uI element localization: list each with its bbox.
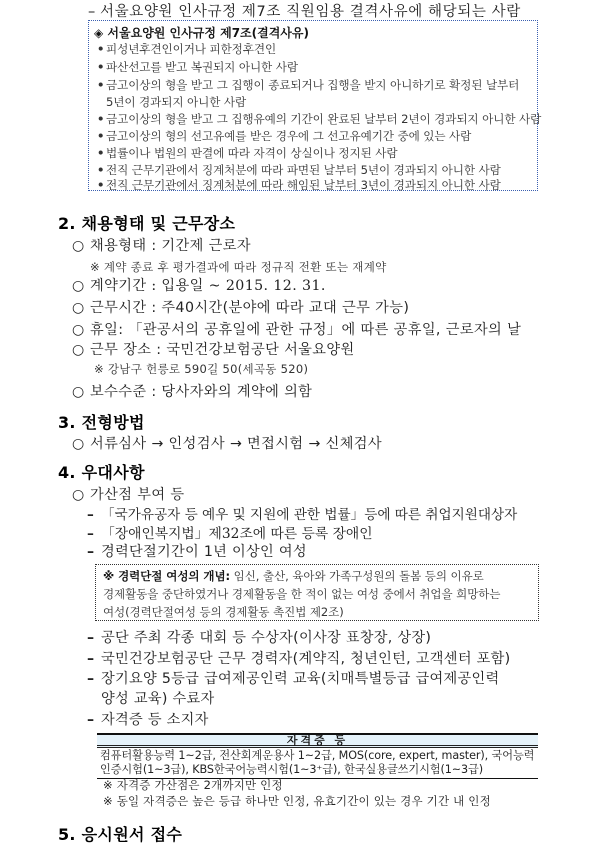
bonus-points-item <box>72 484 184 504</box>
item-text: 가산점 부여 등 <box>90 487 185 503</box>
career-break-text: 임신, 출산, 육아와 가족구성원의 돌봄 등의 이유로 <box>230 569 484 583</box>
item-text: 휴일: 「관공서의 공휴일에 관한 규정」에 따른 공휴일, 근로자의 날 <box>90 322 522 338</box>
regulation-item <box>97 59 298 75</box>
circle-bullet-icon: ○ <box>72 487 85 503</box>
contract-note: ※ 계약 종료 후 평가결과에 따라 정규직 전환 또는 재계약 <box>90 260 387 274</box>
item-text: 서류심사 → 인성검사 → 면접시험 → 신체검사 <box>90 436 383 452</box>
regulation-item-text: 피성년후견인이거나 피한정후견인 <box>106 42 277 56</box>
item-text: 채용형태 : 기간제 근로자 <box>90 238 251 254</box>
regulation-item <box>97 77 519 93</box>
circle-bullet-icon: ○ <box>72 238 85 254</box>
regulation-item-text: 금고이상의 형의 선고유예를 받은 경우에 그 선고유예기간 중에 있는 사람 <box>106 129 472 143</box>
preference-sub-item <box>87 503 517 523</box>
dash-bullet: – <box>87 630 95 646</box>
item-text: 공단 주최 각종 대회 등 수상자(이사장 표창장, 상장) <box>101 630 432 646</box>
dash-bullet: – <box>87 712 95 728</box>
section-heading-application: 5. 응시원서 접수 <box>58 825 183 844</box>
certificate-note: ※ 자격증 가산점은 2개까지만 인정 <box>103 778 283 792</box>
regulation-item <box>97 177 501 193</box>
contract-period-item <box>72 275 326 295</box>
item-text: 보수수준 : 당사자와의 계약에 의함 <box>90 384 313 400</box>
bullet-icon: • <box>97 129 105 143</box>
regulation-title-text: 서울요양원 인사규정 제7조(결격사유) <box>107 26 309 40</box>
preference-sub-item <box>87 668 500 688</box>
item-text: 근무 장소 : 국민건강보험공단 서울요양원 <box>90 342 355 358</box>
dash-bullet: – <box>87 671 95 687</box>
circle-bullet-icon: ○ <box>72 384 85 400</box>
diamond-icon: ◈ <box>94 26 104 40</box>
circle-bullet-icon: ○ <box>72 436 85 452</box>
bullet-icon: • <box>97 112 105 126</box>
circle-bullet-icon: ○ <box>72 300 85 316</box>
dash-bullet: – <box>87 651 95 667</box>
bullet-icon: • <box>97 146 105 160</box>
bullet-icon: • <box>97 78 105 92</box>
regulation-item-text: 금고이상의 형을 받고 그 집행유예의 기간이 완료된 날부터 2년이 경과되지 아니한 사람 <box>106 112 542 126</box>
regulation-item <box>97 162 501 178</box>
certificate-table-row: 컴퓨터활용능력 1~2급, 전산회계운용사 1~2급, MOS(core, expert, master), 국어능력 <box>100 749 535 762</box>
preference-sub-item <box>87 627 431 647</box>
regulation-item-text: 파산선고를 받고 복권되지 아니한 사람 <box>106 60 298 74</box>
regulation-title <box>94 24 309 41</box>
section-heading-selection: 3. 전형방법 <box>58 413 145 432</box>
circle-bullet-icon: ○ <box>72 342 85 358</box>
circle-bullet-icon: ○ <box>72 278 85 294</box>
section-heading-preference: 4. 우대사항 <box>58 463 145 482</box>
career-break-label: ※ 경력단절 여성의 개념: <box>103 569 231 583</box>
preference-sub-item-continued: 양성 교육) 수료자 <box>101 691 215 707</box>
certificate-note: ※ 동일 자격증은 높은 등급 하나만 인정, 유효기간이 있는 경우 기간 내 인정 <box>103 794 491 808</box>
item-text: 근무시간 : 주40시간(분야에 따라 교대 근무 가능) <box>90 300 410 316</box>
certificate-table-row: 인증시험(1~3급), KBS한국어능력시험(1~3⁺급), 한국실용글쓰기시험(1~3급) <box>100 763 484 776</box>
career-break-line: 여성(경력단절여성 등의 경제활동 촉진법 제2조) <box>103 605 344 619</box>
selection-process-item <box>72 433 382 453</box>
preference-sub-item <box>87 709 209 729</box>
disqualification-item <box>88 0 521 21</box>
regulation-item <box>97 128 471 144</box>
preference-sub-item <box>87 648 510 668</box>
item-text: 「장애인복지법」제32조에 따른 등록 장애인 <box>101 526 373 542</box>
item-text: 경력단절기간이 1년 이상인 여성 <box>101 544 307 560</box>
disqualification-text: 서울요양원 인사규정 제7조 직원임용 결격사유에 해당되는 사람 <box>100 4 521 20</box>
certificate-table-header: 자격증 등 <box>97 733 538 748</box>
preference-sub-item <box>87 522 373 542</box>
bullet-icon: • <box>97 60 105 74</box>
bullet-icon: • <box>97 42 105 56</box>
preference-sub-item <box>87 541 307 561</box>
bullet-icon: • <box>97 178 105 192</box>
dash-bullet: – <box>87 507 94 523</box>
item-text: 계약기간 : 입용일 ~ 2015. 12. 31. <box>90 278 326 294</box>
holiday-item <box>72 319 521 339</box>
work-hours-item <box>72 297 409 317</box>
regulation-item-continued <box>106 94 246 110</box>
career-break-line: 경제활동을 중단하였거나 경제활동을 한 적이 없는 여성 중에서 취업을 희망하는 <box>103 587 501 601</box>
regulation-item <box>97 111 541 127</box>
dash-bullet: – <box>87 544 95 560</box>
regulation-item-text: 전직 근무기관에서 징계처분에 따라 파면된 날부터 5년이 경과되지 아니한 사람 <box>106 163 501 177</box>
regulation-item <box>97 41 276 57</box>
career-break-line <box>103 568 484 584</box>
regulation-item-text: 법률이나 법원의 판결에 따라 자격이 상실이나 정지된 사람 <box>106 146 398 160</box>
employment-type-item <box>72 235 251 255</box>
item-text: 자격증 등 소지자 <box>101 712 209 728</box>
regulation-item-text: 전직 근무기관에서 징계처분에 따라 해임된 날부터 3년이 경과되지 아니한 사람 <box>106 178 501 192</box>
certificate-table <box>97 733 538 779</box>
dash-bullet: – <box>87 526 94 542</box>
section-heading-employment: 2. 채용형태 및 근무장소 <box>58 214 236 233</box>
dash-bullet: – <box>88 4 96 20</box>
regulation-item <box>97 145 398 161</box>
regulation-item-text: 5년이 경과되지 아니한 사람 <box>106 95 247 109</box>
item-text: 장기요양 5등급 급여제공인력 교육(치매특별등급 급여제공인력 <box>101 671 500 687</box>
item-text: 「국가유공자 등 예우 및 지원에 관한 법률」등에 따른 취업지원대상자 <box>101 507 518 523</box>
work-location-item <box>72 339 355 359</box>
bullet-icon: • <box>97 163 105 177</box>
salary-item <box>72 381 312 401</box>
address-note: ※ 강남구 헌릉로 590길 50(세곡동 520) <box>94 362 309 376</box>
circle-bullet-icon: ○ <box>72 322 85 338</box>
item-text: 국민건강보험공단 근무 경력자(계약직, 청년인턴, 고객센터 포함) <box>101 651 511 667</box>
regulation-item-text: 금고이상의 형을 받고 그 집행이 종료되거나 집행을 받지 아니하기로 확정된 날부터 <box>106 78 520 92</box>
certificate-table-body <box>97 748 538 779</box>
